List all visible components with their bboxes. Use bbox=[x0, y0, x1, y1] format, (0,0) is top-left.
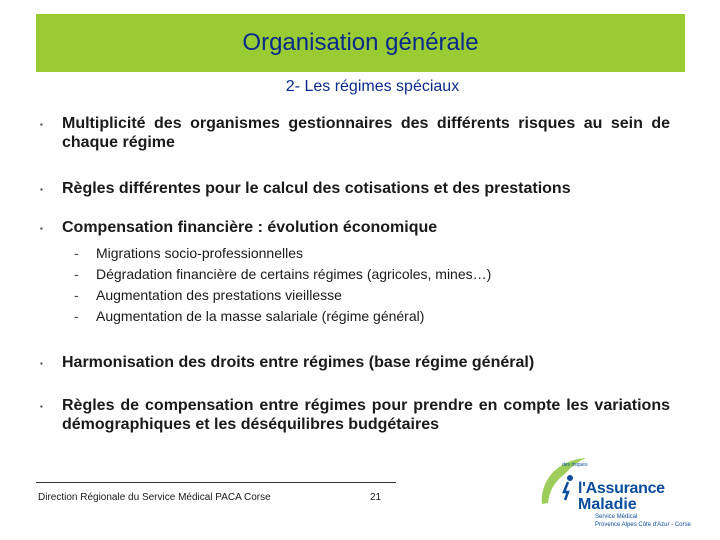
title-bar bbox=[36, 14, 685, 72]
bullet-item bbox=[40, 179, 670, 198]
logo-tagline: des risques bbox=[562, 462, 588, 468]
slide-content bbox=[40, 110, 670, 434]
logo-brand-line1: l'Assurance bbox=[578, 480, 665, 497]
logo-service-line1: Service Médical bbox=[595, 514, 638, 520]
square-bullet-icon: ▪ bbox=[40, 402, 43, 411]
bullet-item bbox=[40, 114, 670, 152]
sub-list-item bbox=[40, 243, 670, 264]
page-number: 21 bbox=[370, 492, 382, 503]
bullet-item bbox=[40, 218, 670, 237]
slide-footer bbox=[36, 482, 396, 503]
sub-list-item bbox=[40, 285, 670, 306]
square-bullet-icon: ▪ bbox=[40, 224, 43, 233]
sub-list-item bbox=[40, 306, 670, 327]
sub-list bbox=[40, 243, 670, 327]
sub-item-text: Migrations socio-professionnelles bbox=[96, 245, 303, 261]
sub-item-text: Augmentation des prestations vieillesse bbox=[96, 287, 342, 303]
footer-organization: Direction Régionale du Service Médical PACA Corse bbox=[38, 492, 271, 503]
logo-service-line2: Provence Alpes Côte d'Azur - Corse bbox=[595, 522, 691, 528]
sub-item-text: Dégradation financière de certains régimes (agricoles, mines…) bbox=[96, 266, 492, 282]
slide-subtitle: 2- Les régimes spéciaux bbox=[285, 78, 460, 95]
square-bullet-icon: ▪ bbox=[40, 120, 43, 129]
square-bullet-icon: ▪ bbox=[40, 359, 43, 368]
dash-marker: - bbox=[74, 287, 79, 303]
bullet-text: Règles de compensation entre régimes pour prendre en compte les variations démographiques et les déséquilibres budgétaires bbox=[62, 397, 670, 433]
bullet-item bbox=[40, 396, 670, 434]
slide-title: Organisation générale bbox=[242, 29, 479, 56]
dash-marker: - bbox=[74, 245, 79, 261]
sub-list-item bbox=[40, 264, 670, 285]
bullet-text: Multiplicité des organismes gestionnaires des différents risques au sein de chaque régime bbox=[62, 115, 670, 151]
bullet-text: Harmonisation des droits entre régimes (base régime général) bbox=[62, 354, 535, 371]
bullet-text: Compensation financière : évolution économique bbox=[62, 219, 438, 236]
dash-marker: - bbox=[74, 266, 79, 282]
bullet-item bbox=[40, 353, 670, 372]
sub-item-text: Augmentation de la masse salariale (régime général) bbox=[96, 308, 425, 324]
dash-marker: - bbox=[74, 308, 79, 324]
logo-brand-line2: Maladie bbox=[578, 496, 637, 513]
square-bullet-icon: ▪ bbox=[40, 185, 43, 194]
assurance-maladie-logo bbox=[534, 452, 714, 530]
bullet-text: Règles différentes pour le calcul des cotisations et des prestations bbox=[62, 180, 571, 197]
